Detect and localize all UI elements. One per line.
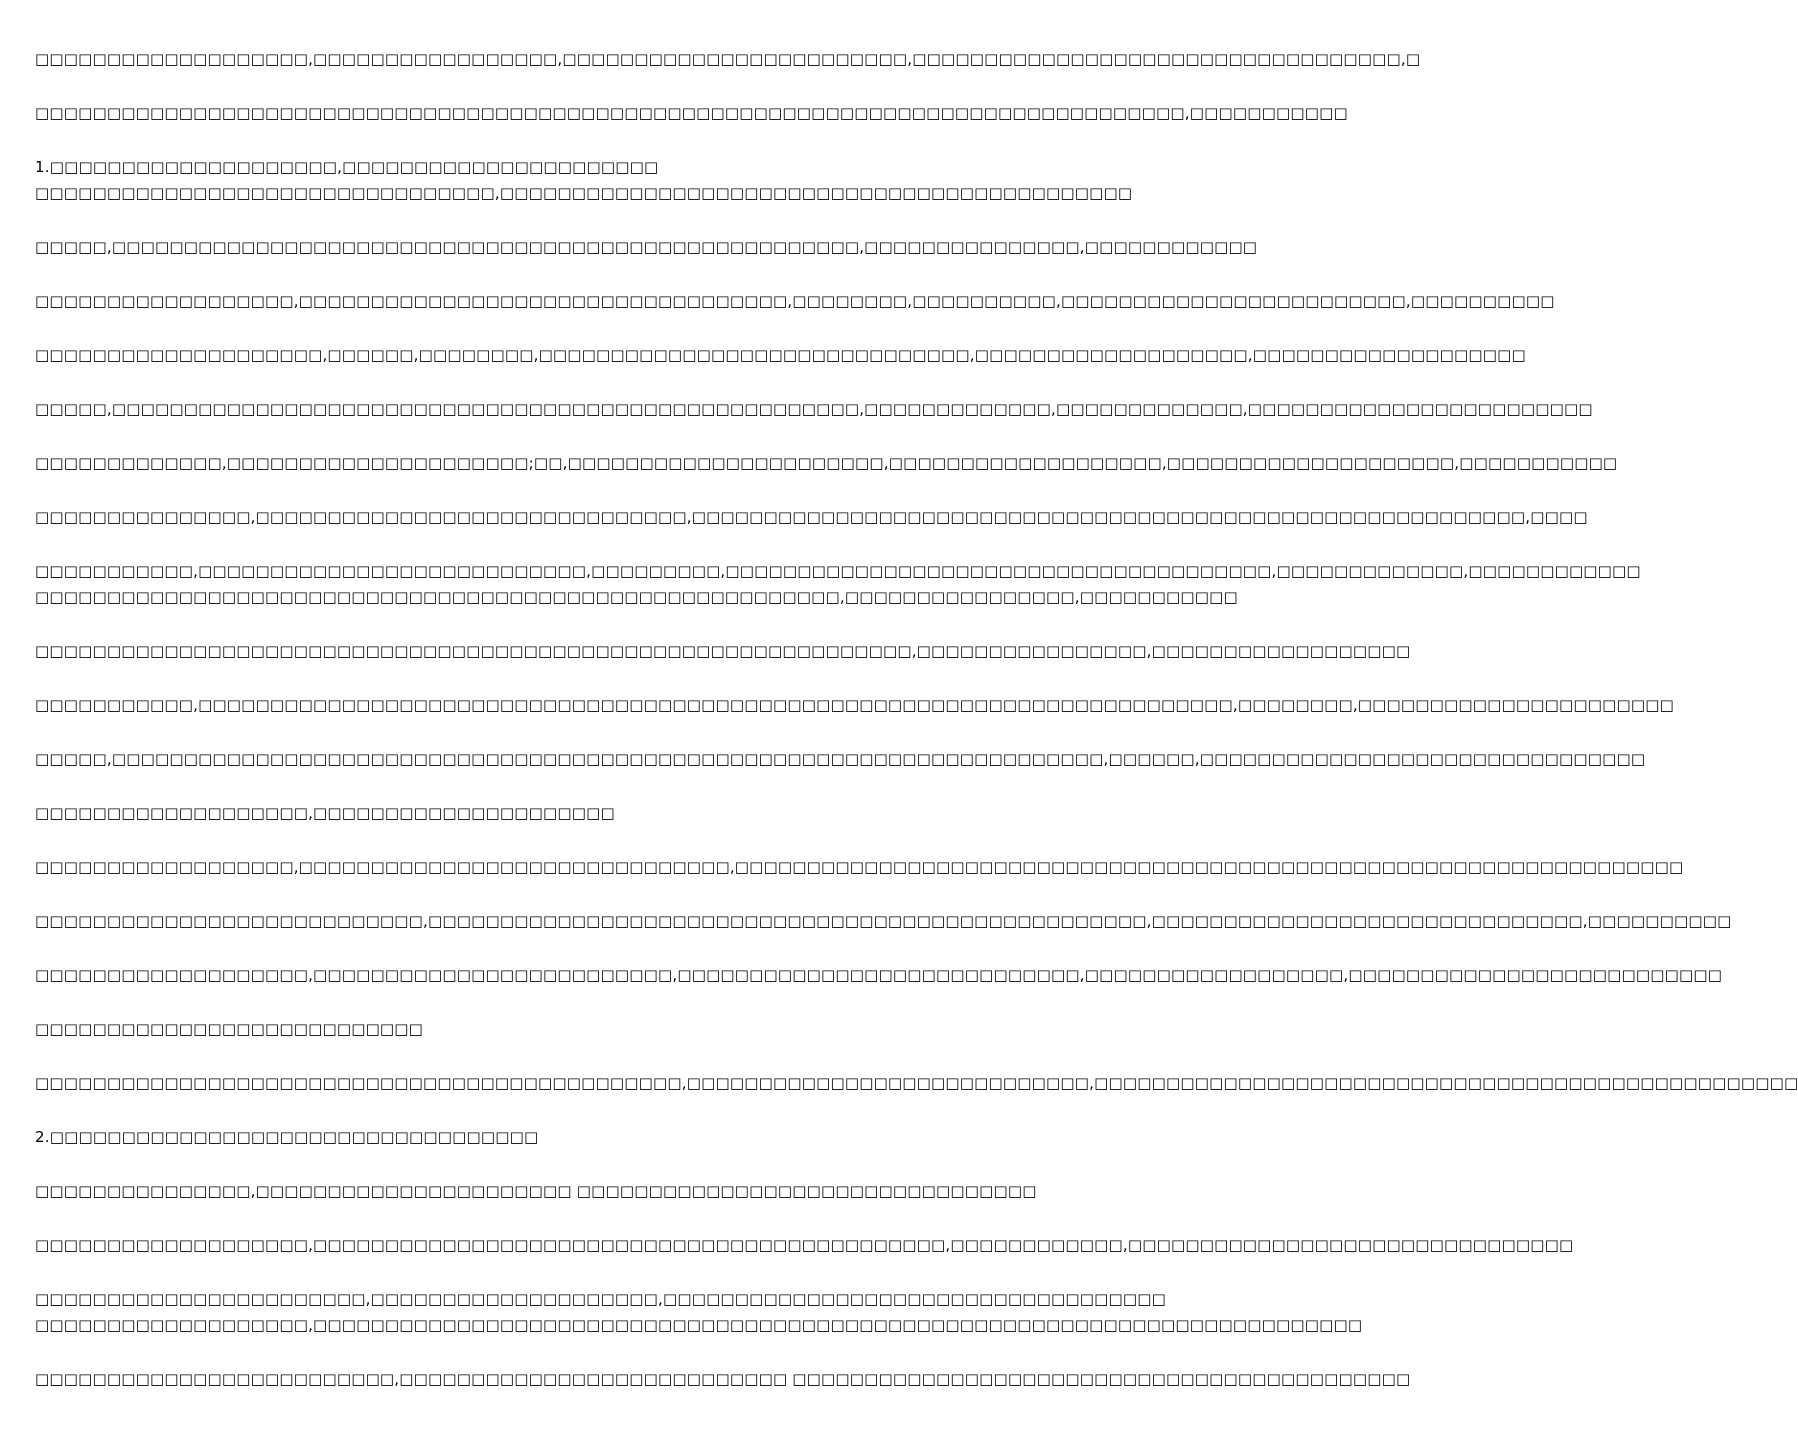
- paragraph: [35, 1232, 1574, 1258]
- paragraph: [35, 1286, 1363, 1338]
- text-line: □□□□□□□□□□□□□□□□□□,□□□□□□□□□□□□□□□□□□□□□□□□□□□□□□,□□□□□□□□□□□□□□□□□□□□□□□□□□□□□□□□□□□□□□□□□□□□□□□□□□□□□□□□□□□□□□□□□□: [35, 858, 1684, 876]
- text-line: □□□□□□□□□□□□□,□□□□□□□□□□□□□□□□□□□□□;□□,□□□□□□□□□□□□□□□□□□□□□□,□□□□□□□□□□□□□□□□□□□,□□□□□□□□□□□□□□□□□□□□,□□□□□□□□□□□: [35, 454, 1618, 472]
- text-line: □□□□□□□□□□□□□□□,□□□□□□□□□□□□□□□□□□□□□□ □□□□□□□□□□□□□□□□□□□□□□□□□□□□□□□□: [35, 1182, 1037, 1200]
- text-line: □□□□□□□□□□□□□□□□□□□□□□□□□□□: [35, 1020, 424, 1038]
- text-line: □□□□□□□□□□□□□□□□□□□,□□□□□□□□□□□□□□□□□,□□□□□□□□□□□□□□□□□□□□□□□□,□□□□□□□□□□□□□□□□□□□□□□□□□□□□□□□□□□,□: [35, 50, 1421, 68]
- text-line: □□□□□,□□□□□□□□□□□□□□□□□□□□□□□□□□□□□□□□□□□□□□□□□□□□□□□□□□□□,□□□□□□□□□□□□□,□□□□□□□□□□□□□,□□□□□□□□□□□□□□□□□□□□□□□□: [35, 400, 1593, 418]
- paragraph: [35, 288, 1555, 314]
- section-heading: 1.□□□□□□□□□□□□□□□□□□□□,□□□□□□□□□□□□□□□□□□□□□□: [35, 158, 659, 176]
- paragraph: [35, 46, 1421, 72]
- document-body: [35, 46, 1798, 1420]
- text-line: □□□□□□□□□□□□□□□□□□□□,□□□□□□,□□□□□□□□,□□□□□□□□□□□□□□□□□□□□□□□□□□□□□□,□□□□□□□□□□□□□□□□□□□,□□□□□□□□□□□□□□□□□□□: [35, 346, 1526, 364]
- paragraph: [35, 154, 1133, 206]
- text-line: □□□□□□□□□□□□□□□□□□,□□□□□□□□□□□□□□□□□□□□□□□□□□□□□□□□□□,□□□□□□□□,□□□□□□□□□□,□□□□□□□□□□□□□□□□□□□□□□□□,□□□□□□□□□□: [35, 292, 1555, 310]
- text-line: □□□□□□□□□□□,□□□□□□□□□□□□□□□□□□□□□□□□□□□□□□□□□□□□□□□□□□□□□□□□□□□□□□□□□□□□□□□□□□□□□□□□,□□□□□□□□,□□□□□□□□□□□□□□□□□□□□□□: [35, 696, 1674, 714]
- paragraph: [35, 100, 1348, 126]
- paragraph: [35, 746, 1646, 772]
- paragraph: [35, 638, 1411, 664]
- paragraph: [35, 342, 1526, 368]
- paragraph: [35, 450, 1618, 476]
- paragraph: [35, 1124, 990, 1150]
- text-line: □□□□□□□□□□□□□□□□□□□□□□□□□□□,□□□□□□□□□□□□□□□□□□□□□□□□□□□□□□□□□□□□□□□□□□□□□□□□□□,□□□□□□□□□□□□□□□□□□□□□□□□□□□□□□,□□□□□□□□□□: [35, 912, 1732, 930]
- text-line: □□□□□□□□□□□□□□□□□□□□□□□□□□□□□□□□□□□□□□□□□□□□□□□□□□□□□□□□□□□□□□□□□□□□□□□□□□□□□□□□,□□□□□□□□□□□: [35, 104, 1348, 122]
- text-line: □□□□□□□□□□□,□□□□□□□□□□□□□□□□□□□□□□□□□□□,□□□□□□□□□,□□□□□□□□□□□□□□□□□□□□□□□□□□□□□□□□□□□□□□,□□□□□□□□□□□□□,□□□□□□□□□□□□: [35, 562, 1641, 580]
- text-line: □□□□□□□□□□□□□□□□□□□□□□□□□□□□□□□□□□□□□□□□□□□□□□□□□□□□□□□□□□□□□,□□□□□□□□□□□□□□□□,□□□□□□□□□□□□□□□□□□: [35, 642, 1411, 660]
- paragraph: [35, 396, 1593, 422]
- text-line: □□□□□□□□□□□□□□□□□□□□□□□□□□□□□□□□□□□□□□□□□□□□□,□□□□□□□□□□□□□□□□□□□□□□□□□□□□,□□□□□□□□□□□□□□□□□□□□□□□□□□□□□□□□□□□□□□□□□□□□□□□□□: [35, 1074, 1798, 1092]
- paragraph: [35, 558, 1641, 610]
- text-line: □□□□□□□□□□□□□□□□□□□□□□□□□□□□□□□□,□□□□□□□□□□□□□□□□□□□□□□□□□□□□□□□□□□□□□□□□□□□□: [35, 184, 1133, 202]
- paragraph: [35, 1016, 990, 1042]
- text-line: □□□□□,□□□□□□□□□□□□□□□□□□□□□□□□□□□□□□□□□□□□□□□□□□□□□□□□□□□□,□□□□□□□□□□□□□□□,□□□□□□□□□□□□: [35, 238, 1258, 256]
- paragraph: [35, 1178, 1037, 1204]
- text-line: □□□□□□□□□□□□□□□,□□□□□□□□□□□□□□□□□□□□□□□□□□□□□□,□□□□□□□□□□□□□□□□□□□□□□□□□□□□□□□□□□□□□□□□□□□□□□□□□□□□□□□□□□,□□□□: [35, 508, 1588, 526]
- section-heading: 2.□□□□□□□□□□□□□□□□□□□□□□□□□□□□□□□□□□: [35, 1128, 539, 1146]
- text-line: □□□□□□□□□□□□□□□□□□□,□□□□□□□□□□□□□□□□□□□□□□□□□,□□□□□□□□□□□□□□□□□□□□□□□□□□□□,□□□□□□□□□□□□□□□□□□,□□□□□□□□□□□□□□□□□□□□□□□□□□: [35, 966, 1723, 984]
- text-line: □□□□□□□□□□□□□□□□□□□,□□□□□□□□□□□□□□□□□□□□□: [35, 804, 615, 822]
- text-line: □□□□□□□□□□□□□□□□□□□,□□□□□□□□□□□□□□□□□□□□□□□□□□□□□□□□□□□□□□□□□□□□,□□□□□□□□□□□□,□□□□□□□□□□□□□□□□□□□□□□□□□□□□□□□: [35, 1236, 1574, 1254]
- paragraph: [35, 908, 1732, 934]
- paragraph: [35, 504, 1588, 530]
- paragraph: [35, 1070, 1798, 1096]
- paragraph: [35, 692, 1674, 718]
- text-line: □□□□□□□□□□□□□□□□□□□,□□□□□□□□□□□□□□□□□□□□□□□□□□□□□□□□□□□□□□□□□□□□□□□□□□□□□□□□□□□□□□□□□□□□□□□□□: [35, 1316, 1363, 1334]
- paragraph: [35, 854, 1684, 880]
- paragraph: [35, 800, 990, 826]
- text-line: □□□□□□□□□□□□□□□□□□□□□□□□□,□□□□□□□□□□□□□□□□□□□□□□□□□□□ □□□□□□□□□□□□□□□□□□□□□□□□□□□□□□□□□□□□□□□□□□□: [35, 1370, 1411, 1388]
- paragraph: [35, 1366, 1411, 1392]
- text-line: □□□□□□□□□□□□□□□□□□□□□□□□□□□□□□□□□□□□□□□□□□□□□□□□□□□□□□□□,□□□□□□□□□□□□□□□□,□□□□□□□□□□□: [35, 588, 1238, 606]
- paragraph: [35, 234, 1258, 260]
- text-line: □□□□□,□□□□□□□□□□□□□□□□□□□□□□□□□□□□□□□□□□□□□□□□□□□□□□□□□□□□□□□□□□□□□□□□□□□□□,□□□□□□,□□□□□□□□□□□□□□□□□□□□□□□□□□□□□□□: [35, 750, 1646, 768]
- text-line: □□□□□□□□□□□□□□□□□□□□□□□,□□□□□□□□□□□□□□□□□□□□,□□□□□□□□□□□□□□□□□□□□□□□□□□□□□□□□□□□: [35, 1290, 1166, 1308]
- paragraph: [35, 962, 1723, 988]
